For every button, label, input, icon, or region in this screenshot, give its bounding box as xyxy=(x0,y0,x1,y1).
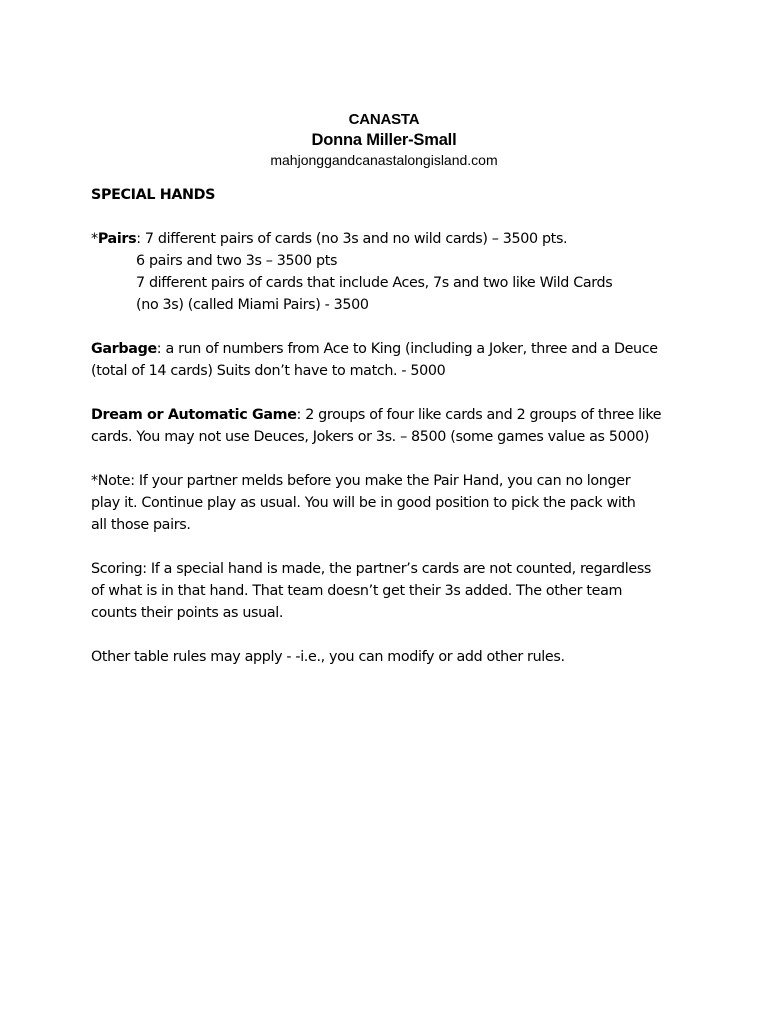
scoring-line: counts their points as usual. xyxy=(91,605,284,621)
garbage-line xyxy=(91,338,691,360)
scoring-section xyxy=(91,558,691,624)
pairs-sub-line: (no 3s) (called Miami Pairs) - 3500 xyxy=(136,297,369,313)
section-heading: SPECIAL HANDS xyxy=(91,187,216,203)
document-body xyxy=(91,184,691,668)
document-header xyxy=(0,110,768,170)
dream-line xyxy=(91,404,691,426)
garbage-text: : a run of numbers from Ace to King (including a Joker, three and a Deuce xyxy=(156,341,658,357)
pairs-text: : 7 different pairs of cards (no 3s and no wild cards) – 3500 pts. xyxy=(136,231,568,247)
pairs-label: Pairs xyxy=(97,231,137,247)
document-author: Donna Miller-Small xyxy=(311,131,457,149)
scoring-line: of what is in that hand. That team doesn’t get their 3s added. The other team xyxy=(91,583,623,599)
dream-label: Dream or Automatic Game xyxy=(91,407,297,423)
pairs-sub-line: 7 different pairs of cards that include Aces, 7s and two like Wild Cards xyxy=(136,275,613,291)
note-line: all those pairs. xyxy=(91,517,191,533)
other-rules-line: Other table rules may apply - -i.e., you can modify or add other rules. xyxy=(91,649,565,665)
garbage-section xyxy=(91,338,691,382)
note-section xyxy=(91,470,691,536)
document-website: mahjonggandcanastalongisland.com xyxy=(270,152,498,168)
document-title: CANASTA xyxy=(348,111,420,128)
dream-line: cards. You may not use Deuces, Jokers or 3s. – 8500 (some games value as 5000) xyxy=(91,429,650,445)
note-line: *Note: If your partner melds before you make the Pair Hand, you can no longer xyxy=(91,473,631,489)
dream-section xyxy=(91,404,691,448)
pairs-prefix: * xyxy=(91,231,98,247)
note-line: play it. Continue play as usual. You will be in good position to pick the pack with xyxy=(91,495,636,511)
garbage-line: (total of 14 cards) Suits don’t have to match. - 5000 xyxy=(91,363,446,379)
pairs-section xyxy=(91,228,691,316)
scoring-line: Scoring: If a special hand is made, the partner’s cards are not counted, regardless xyxy=(91,561,652,577)
pairs-main-line xyxy=(91,228,691,250)
dream-text: : 2 groups of four like cards and 2 groups of three like xyxy=(296,407,662,423)
garbage-label: Garbage xyxy=(91,341,157,357)
pairs-sub-line: 6 pairs and two 3s – 3500 pts xyxy=(136,253,338,269)
